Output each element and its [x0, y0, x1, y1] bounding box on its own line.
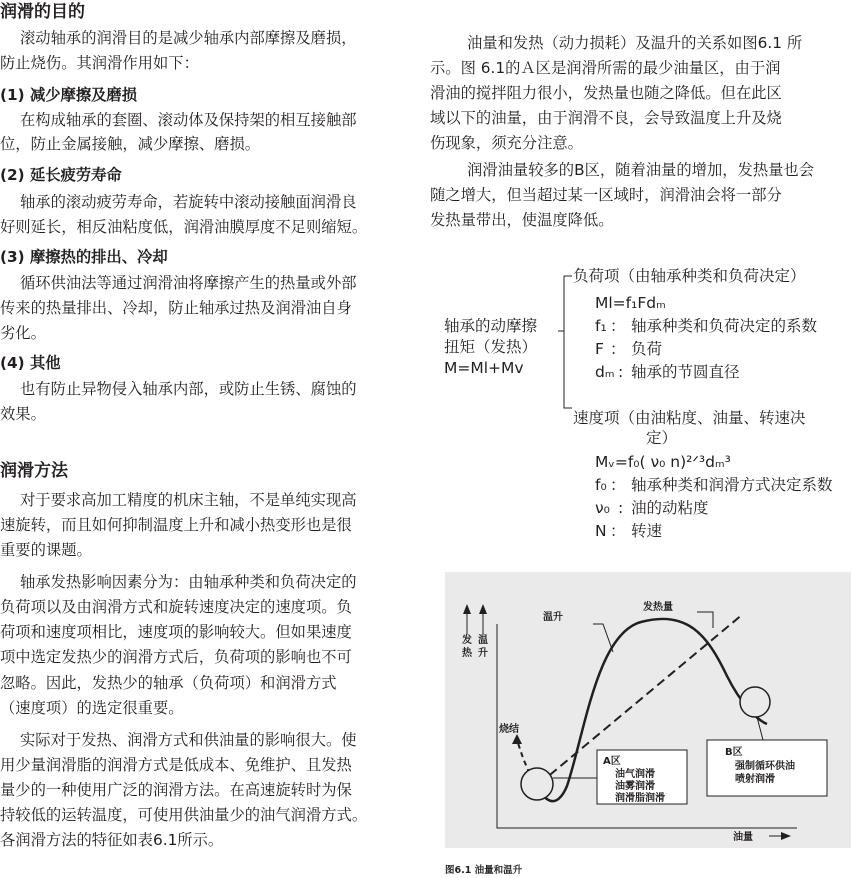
text-line: 效果。 [0, 405, 46, 423]
def-description: 轴承种类和润滑方式决定系数 [631, 476, 833, 494]
def-description: 油的动粘度 [631, 499, 709, 517]
label-x-axis: 油量 [733, 832, 753, 843]
def-description: 轴承的节圆直径 [631, 363, 740, 381]
text-line: 示。图 6.1的Ａ区是润滑所需的最少油量区，由于润 [430, 59, 781, 77]
speed-term-eq: Mᵥ=f₀( ν₀ n)²ᐟ³dₘ³ [595, 453, 731, 471]
text-line: 发热量带出，使温度降低。 [430, 211, 614, 229]
item-heading: (2) 延长疲劳寿命 [0, 166, 122, 184]
figure-diagram [445, 572, 851, 848]
label-heat-curve: 发热量 [643, 602, 673, 613]
def-separator: ： [610, 522, 626, 540]
zone-b-title: B区 [725, 747, 743, 758]
def-symbol: F [595, 340, 604, 358]
text-line: 各润滑方法的特征如表6.1所示。 [0, 831, 224, 849]
def-symbol: f₁ [595, 317, 607, 335]
zone-b-line: 喷射润滑 [735, 774, 775, 785]
item-heading: (3) 摩擦热的排出、冷却 [0, 248, 168, 266]
y-axis-arrows [463, 604, 487, 634]
text-line: 轴承发热影响因素分为：由轴承种类和负荷决定的 [20, 573, 357, 591]
text-line: 对于要求高加工精度的机床主轴，不是单纯实现高 [20, 491, 357, 509]
text-line: 域以下的油量，由于润滑不良，会导致温度上升及烧 [430, 109, 782, 127]
def-symbol: f₀ [595, 476, 607, 494]
text-line: 油量和发热（动力损耗）及温升的关系如图6.1 所 [467, 34, 803, 52]
temp-leader [593, 624, 613, 652]
text-line: 在构成轴承的套圈、滚动体及保持架的相互接触部 [20, 111, 357, 129]
text-line: 也有防止异物侵入轴承内部，或防止生锈、腐蚀的 [20, 380, 357, 398]
text-line: 重要的课题。 [0, 541, 92, 559]
burn-arrow [512, 734, 522, 744]
y-label-heat-1: 发 [462, 635, 472, 646]
def-description: 轴承种类和负荷决定的系数 [631, 317, 818, 335]
text-line: 轴承的滚动疲劳寿命，若旋转中滚动接触面润滑良 [20, 193, 357, 211]
text-line: 随之增大，但当超过某一区域时，润滑油会将一部分 [430, 186, 782, 204]
def-separator: ： [610, 340, 626, 358]
item-heading: (4) 其他 [0, 354, 61, 372]
text-line: 实际对于发热、润滑方式和供油量的影响很大。使 [20, 731, 357, 749]
text-line: 传来的热量排出、冷却，防止轴承过热及润滑油自身 [0, 299, 352, 317]
x-axis-arrow-head [781, 832, 791, 840]
text-line: 滑油的搅拌阻力很小，发热量也随之降低。但在此区 [430, 84, 782, 102]
friction-torque-formula [430, 258, 853, 558]
speed-term-title: 速度项（由油粘度、油量、转速决 [573, 409, 806, 427]
label-burn: 烧结 [499, 724, 519, 735]
zone-b-marker [740, 687, 770, 717]
text-line: 持较低的运转温度，可使用供油量少的油气润滑方式。 [0, 806, 368, 824]
figure-caption: 图6.1 油量和温升 [445, 865, 523, 876]
text-line: 循环供油法等通过润滑油将摩擦产生的热量或外部 [20, 274, 357, 292]
text-line: 劣化。 [0, 324, 46, 342]
text-line: 荷项和速度项相比，速度项的影响较大。但如果速度 [0, 623, 352, 641]
load-term-eq: Ml=f₁Fdₘ [595, 294, 666, 312]
text-line: 速旋转，而且如何抑制温度上升和减小热变形也是很 [0, 516, 352, 534]
def-description: 转速 [631, 522, 663, 540]
text-line: 伤现象，须充分注意。 [430, 134, 583, 152]
text-line: 负荷项以及由润滑方式和旋转速度决定的速度项。负 [0, 598, 352, 616]
formula-left-label: 扭矩（发热） [444, 338, 538, 356]
text-line: 忽略。因此，发热少的轴承（负荷项）和润滑方式 [0, 674, 337, 692]
def-separator: : [618, 499, 624, 517]
label-temp-curve: 温升 [543, 612, 563, 623]
def-description: 负荷 [631, 340, 663, 358]
def-symbol: ν₀ [595, 499, 610, 517]
text-line: 用少量润滑脂的润滑方式是低成本、免维护、且发热 [0, 756, 352, 774]
zone-a-marker [521, 768, 553, 800]
zone-a-line: 润滑脂润滑 [615, 793, 665, 804]
formula-left-label: 轴承的动摩擦 [444, 317, 538, 335]
y-label-temp-1: 温 [478, 635, 488, 646]
def-symbol: dₘ [595, 363, 615, 381]
zone-a-line: 油气润滑 [615, 769, 655, 780]
def-separator: ： [610, 476, 626, 494]
heat-leader [697, 612, 713, 628]
figure-oil-quantity-temperature [445, 572, 851, 848]
section-title-lubrication-purpose: 润滑的目的 [0, 2, 85, 22]
formula-total-eq: M=Ml+Mv [444, 359, 524, 377]
text-line: 位，防止金属接触，减少摩擦、磨损。 [0, 135, 261, 153]
text-line: 项中选定发热少的润滑方式后，负荷项的影响也不可 [0, 648, 352, 666]
text-line: 量少的一种使用广泛的润滑方法。在高速旋转时为保 [0, 781, 352, 799]
def-symbol: N [595, 522, 607, 540]
text-line: 好则延长，相反油粘度低，润滑油膜厚度不足则缩短。 [0, 218, 368, 236]
zone-a-title: A区 [603, 756, 621, 767]
speed-term-title: 定） [646, 429, 678, 447]
item-heading: (1) 减少摩擦及磨损 [0, 86, 138, 104]
text-line: （速度项）的选定很重要。 [0, 699, 184, 717]
def-separator: : [618, 363, 624, 381]
text-line: 防止烧伤。其润滑作用如下： [0, 54, 199, 72]
load-term-title: 负荷项（由轴承种类和负荷决定） [573, 267, 806, 285]
section-title-lubrication-method: 润滑方法 [0, 461, 68, 481]
text-line: 滚动轴承的润滑目的是减少轴承内部摩擦及磨损， [20, 29, 357, 47]
zone-a-line: 油雾润滑 [615, 781, 655, 792]
zone-b-line: 强制循环供油 [735, 761, 795, 772]
def-separator: ： [610, 317, 626, 335]
y-label-heat-2: 热 [462, 648, 472, 659]
text-line: 润滑油量较多的B区，随着油量的增加，发热量也会 [467, 161, 815, 179]
y-label-temp-2: 升 [478, 648, 488, 659]
